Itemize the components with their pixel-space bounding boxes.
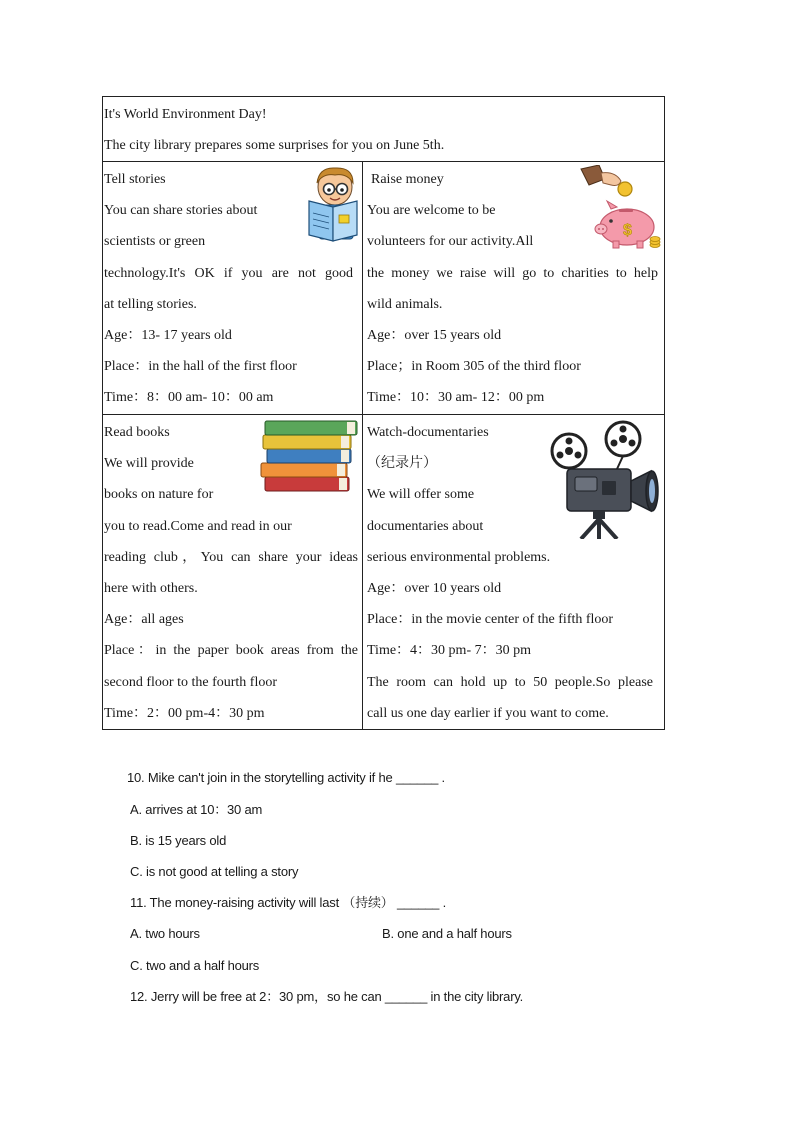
raise-money-line: You are welcome to be (367, 203, 496, 218)
row-divider (103, 161, 664, 162)
raise-money-line: the money we raise will go to charities to help (367, 266, 658, 281)
tell-stories-line: scientists or green (104, 234, 206, 249)
read-books-line: books on nature for (104, 487, 214, 502)
film-projector-icon (547, 419, 663, 539)
question-11-option-b: B. one and a half hours (382, 926, 512, 941)
read-books-line: you to read.Come and read in our (104, 519, 292, 534)
documentaries-heading-note: （纪录片） (367, 456, 437, 471)
documentaries-note-cont: call us one day earlier if you want to come. (367, 706, 609, 721)
documentaries-line: serious environmental problems. (367, 550, 551, 565)
read-books-line: here with others. (104, 581, 198, 596)
raise-money-heading: Raise money (371, 172, 444, 187)
tell-stories-heading: Tell stories (104, 172, 166, 187)
question-10-option-c: C. is not good at telling a story (130, 864, 299, 879)
notice-subtitle: The city library prepares some surprises for you on June 5th. (104, 138, 445, 153)
tell-stories-age: Age：13- 17 years old (104, 328, 232, 343)
column-divider (362, 161, 363, 729)
tell-stories-time: Time：8：00 am- 10：00 am (104, 390, 274, 405)
library-notice-table (102, 96, 665, 730)
documentaries-line: documentaries about (367, 519, 484, 534)
tell-stories-line: You can share stories about (104, 203, 258, 218)
question-10: 10. Mike can't join in the storytelling activity if he ______ . (127, 770, 445, 785)
read-books-time: Time：2：00 pm-4：30 pm (104, 706, 265, 721)
raise-money-age: Age：over 15 years old (367, 328, 502, 343)
read-books-line: reading club，You can share your ideas (104, 550, 358, 565)
read-books-heading: Read books (104, 425, 170, 440)
read-books-place-cont: second floor to the fourth floor (104, 675, 278, 690)
raise-money-line: volunteers for our activity.All (367, 234, 534, 249)
read-books-line: We will provide (104, 456, 194, 471)
boy-reading-icon (303, 165, 363, 245)
row-divider (103, 414, 664, 415)
raise-money-time: Time：10：30 am- 12：00 pm (367, 390, 545, 405)
raise-money-place: Place；in Room 305 of the third floor (367, 359, 581, 374)
documentaries-place: Place：in the movie center of the fifth floor (367, 612, 614, 627)
documentaries-line: We will offer some (367, 487, 475, 502)
question-10-option-b: B. is 15 years old (130, 833, 227, 848)
piggy-bank-icon (579, 165, 663, 251)
question-10-option-a: A. arrives at 10：30 am (130, 802, 263, 817)
read-books-age: Age：all ages (104, 612, 184, 627)
documentaries-time: Time：4：30 pm- 7：30 pm (367, 643, 531, 658)
question-11: 11. The money-raising activity will last （持续） ______ . (130, 895, 447, 910)
documentaries-heading: Watch-documentaries (367, 425, 489, 440)
question-11-option-c: C. two and a half hours (130, 958, 260, 973)
documentaries-note: The room can hold up to 50 people.So please (367, 675, 653, 690)
tell-stories-line: at telling stories. (104, 297, 197, 312)
book-stack-icon (259, 419, 359, 493)
tell-stories-place: Place：in the hall of the first floor (104, 359, 297, 374)
notice-title: It's World Environment Day! (104, 107, 267, 122)
raise-money-line: wild animals. (367, 297, 443, 312)
question-11-option-a: A. two hours (130, 926, 200, 941)
svg-text:$: $ (623, 222, 632, 239)
question-12: 12. Jerry will be free at 2：30 pm，so he can ______ in the city library. (130, 989, 524, 1004)
read-books-place: Place：in the paper book areas from the (104, 643, 358, 658)
documentaries-age: Age：over 10 years old (367, 581, 502, 596)
tell-stories-line: technology.It's OK if you are not good (104, 266, 353, 281)
